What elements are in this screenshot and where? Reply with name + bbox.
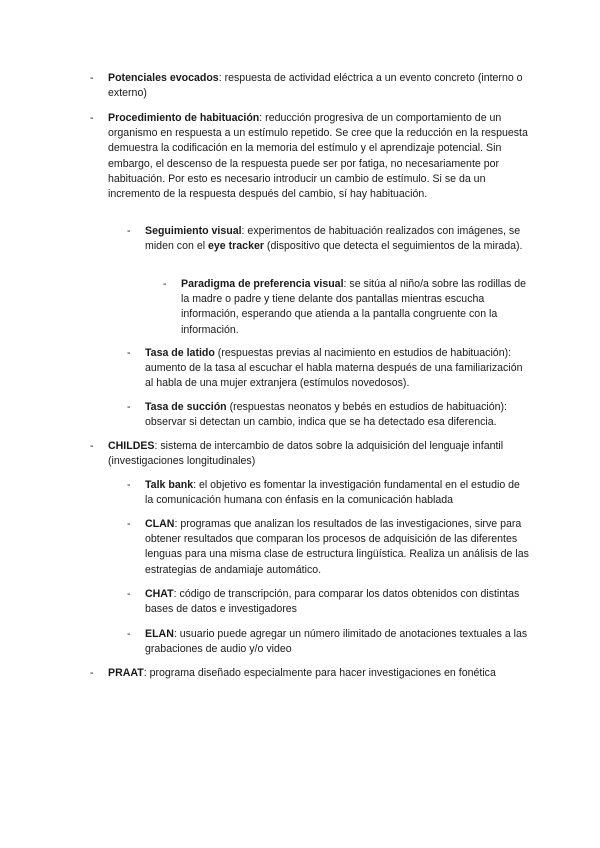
term: Tasa de latido	[145, 347, 215, 359]
bullet-dash: -	[90, 440, 94, 452]
term-eye-tracker: eye tracker	[208, 240, 264, 253]
term: Tasa de succión	[145, 401, 227, 413]
term: CLAN	[145, 518, 175, 530]
bullet-dash: -	[127, 401, 131, 413]
definition: (respuestas neonatos y bebés en estudios de habituación): observar si detectan un cambio, indica que se ha detectado esa diferencia.	[145, 401, 507, 429]
definition: : experimentos de habituación realizados con imágenes, se miden con el	[145, 225, 521, 253]
term: ELAN	[145, 628, 174, 640]
term: Procedimiento de habituación	[108, 112, 260, 124]
bullet-dash: -	[90, 112, 94, 124]
bullet-dash: -	[90, 667, 94, 679]
definition: : reducción progresiva de un comportamiento de un organismo en respuesta a un estímulo repetido. Se cree que la reducción en la respuesta demuestra la codificación en la memoria del estímulo y el aprendizaje potencial. Sin embargo, el descenso de la respuesta puede ser por fatiga, no necesariamente por habituación. Por esto es necesario introducir un cambio de estímulo. Si se da un incremento de la respuesta después del cambio, sí hay habituación.	[108, 112, 528, 201]
definition-continued: (dispositivo que detecta el seguimientos de la mirada).	[263, 240, 523, 253]
definition: : usuario puede agregar un número ilimitado de anotaciones textuales a las grabaciones de audio y/o video	[145, 628, 528, 656]
term: Seguimiento visual	[145, 225, 242, 237]
definition: : se sitúa al niño/a sobre las rodillas de la madre o padre y tiene delante dos pantallas mientras escucha información, esperando que atienda a la pantalla congruente con la información.	[181, 278, 527, 336]
bullet-dash: -	[127, 225, 131, 237]
term: CHAT	[145, 588, 174, 600]
bullet-dash: -	[90, 72, 94, 84]
bullet-dash: -	[163, 278, 167, 290]
definition: : código de transcripción, para comparar los datos obtenidos con distintas bases de datos e investigadores	[145, 588, 520, 616]
bullet-dash: -	[127, 628, 131, 640]
definition: : sistema de intercambio de datos sobre la adquisición del lenguaje infantil (investigaciones longitudinales)	[108, 440, 504, 468]
definition: (respuestas previas al nacimiento en estudios de habituación): aumento de la tasa al escuchar el habla materna después de una familiarización al habla de una mujer extranjera (estímulos novedosos).	[145, 347, 523, 390]
bullet-dash: -	[127, 347, 131, 359]
definition: : programa diseñado especialmente para hacer investigaciones en fonética	[143, 667, 496, 679]
term: Talk bank	[145, 479, 194, 491]
bullet-dash: -	[127, 588, 131, 600]
term: Paradigma de preferencia visual	[181, 278, 344, 290]
definition: : programas que analizan los resultados de las investigaciones, sirve para obtener resultados que comparan los procesos de adquisición de las diferentes lenguas para una misma clase de estructura lingüística. Realiza un análisis de las estrategias de andamiaje automático.	[145, 518, 529, 576]
definition: : el objetivo es fomentar la investigación fundamental en el estudio de la comunicación humana con énfasis en la comunicación hablada	[145, 479, 520, 507]
term: PRAAT	[108, 667, 144, 679]
bullet-dash: -	[127, 479, 131, 491]
term: CHILDES	[108, 440, 155, 452]
term: Potenciales evocados	[108, 72, 219, 84]
definition: : respuesta de actividad eléctrica a un evento concreto (interno o externo)	[108, 72, 523, 100]
bullet-dash: -	[127, 518, 131, 530]
